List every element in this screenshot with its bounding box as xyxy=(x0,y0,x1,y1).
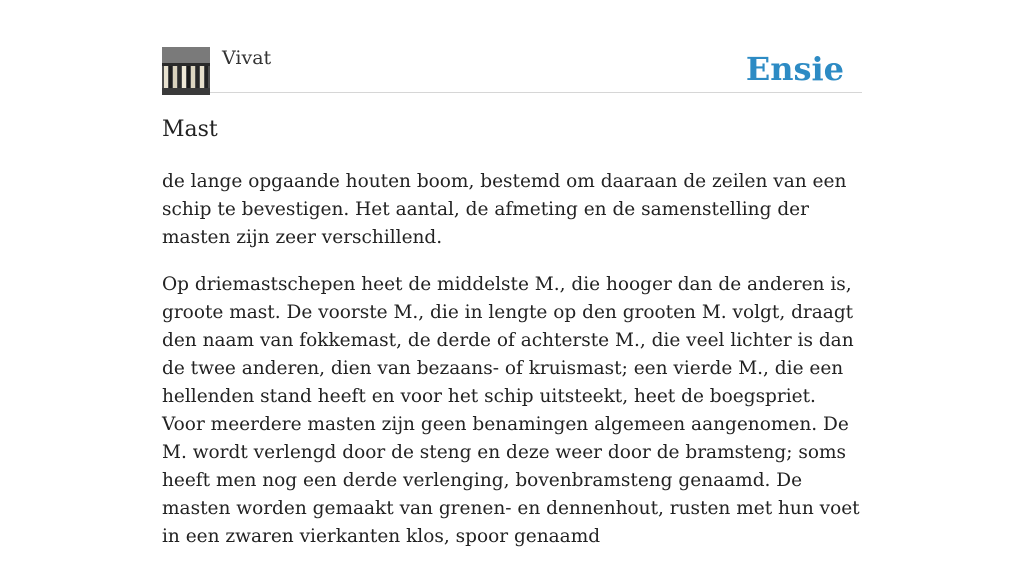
site-header xyxy=(162,47,862,93)
brand-logo[interactable]: Ensie xyxy=(745,50,844,88)
paragraph: Op driemastschepen heet de middelste M., die hooger dan de anderen is, groote mast. De voorste M., die in lengte op den grooten M. volgt, draagt den naam van fokkemast, de derde of achterste M., die veel lichter is dan de twee anderen, dien van bezaans- of kruismast; een vierde M., die een hellenden stand heeft en voor het schip uitsteekt, heet de boegspriet. Voor meerdere masten zijn geen benamingen algemeen aangenomen. De M. wordt verlengd door de steng en deze weer door de bramsteng; soms heeft men nog een derde verlenging, bovenbramsteng genaamd. De masten worden gemaakt van grenen- en dennenhout, rusten met hun voet in een zwaren vierkanten klos, spoor genaamd xyxy=(162,274,860,547)
paragraph: de lange opgaande houten boom, bestemd om daaraan de zeilen van een schip te bevestigen. Het aantal, de afmeting en de samenstelling der masten zijn zeer verschillend. xyxy=(162,171,847,248)
book-spines-avatar-icon xyxy=(162,47,210,95)
page-title: Mast xyxy=(162,117,218,142)
article-body xyxy=(162,168,862,570)
author-name[interactable]: Vivat xyxy=(222,47,272,69)
author-avatar[interactable] xyxy=(162,47,210,95)
article-page xyxy=(162,0,862,547)
